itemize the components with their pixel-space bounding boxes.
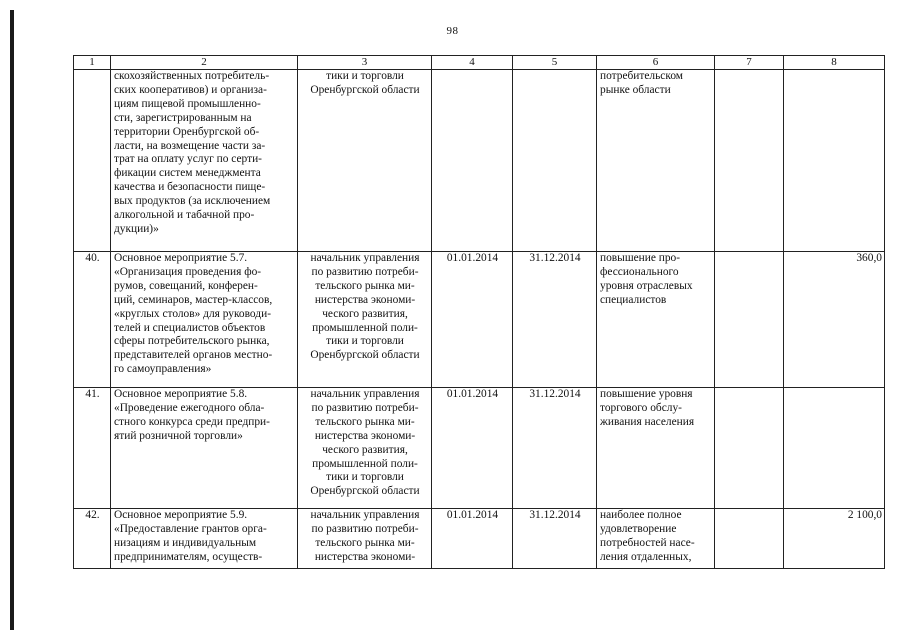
- table-row: [74, 70, 885, 252]
- executor-line: начальник управления: [310, 509, 420, 521]
- description-line: ласти, на возмещение части за-: [114, 139, 266, 152]
- description-line: скохозяйственных потребитель-: [114, 70, 270, 82]
- description-line: территории Оренбургской об-: [114, 125, 260, 138]
- description-line: Основное мероприятие 5.7.: [114, 252, 248, 264]
- executor-line: по развитию потреби-: [311, 265, 419, 278]
- executor-line: Оренбургской области: [310, 83, 420, 96]
- description-cell: [111, 70, 298, 252]
- executor-line: Оренбургской области: [310, 349, 420, 362]
- description-cell: [111, 388, 298, 509]
- description-line: Основное мероприятие 5.8.: [114, 388, 248, 400]
- description-line: дукции)»: [114, 222, 159, 235]
- description-line: стного конкурса среди предпри-: [114, 415, 270, 428]
- result-line: удовлетворение: [600, 522, 677, 535]
- executor-line: нистерства экономи-: [314, 429, 416, 442]
- description-line: фикации систем менеджмента: [114, 167, 261, 180]
- page-number: 98: [446, 25, 459, 37]
- description-line: сферы потребительского рынка,: [114, 335, 270, 348]
- description-line: вых продуктов (за исключением: [114, 195, 271, 208]
- executor-line: Оренбургской области: [310, 485, 420, 498]
- start-date-cell: [432, 70, 513, 252]
- description-line: ятий розничной торговли»: [114, 429, 243, 442]
- amount-cell: 2 100,0: [784, 509, 885, 569]
- executor-cell: [298, 388, 432, 509]
- start-date-cell: 01.01.2014: [432, 388, 513, 509]
- executor-line: начальник управления: [310, 388, 420, 400]
- result-cell: [597, 70, 715, 252]
- result-line: ления отдаленных,: [600, 550, 692, 563]
- table-row: [74, 252, 885, 388]
- result-line: специалистов: [600, 293, 667, 306]
- description-line: качества и безопасности пище-: [114, 181, 266, 194]
- description-line: алкогольной и табачной про-: [114, 209, 255, 222]
- executor-line: по развитию потреби-: [311, 401, 419, 414]
- row-number-cell: [74, 70, 111, 252]
- description-line: представителей органов местно-: [114, 349, 273, 362]
- row-number-cell: 41.: [74, 388, 111, 509]
- description-line: «Проведение ежегодного обла-: [114, 401, 265, 414]
- description-line: «Организация проведения фо-: [114, 265, 262, 278]
- executor-line: тельского рынка ми-: [315, 536, 415, 549]
- description-line: предпринимателям, осуществ-: [114, 550, 263, 563]
- executor-line: тики и торговли: [326, 335, 404, 348]
- description-cell: [111, 252, 298, 388]
- result-line: фессионального: [600, 265, 679, 278]
- column-header: 8: [784, 56, 885, 70]
- row-number-cell: 42.: [74, 509, 111, 569]
- end-date-cell: 31.12.2014: [513, 388, 597, 509]
- description-line: сти, зарегистрированным на: [114, 111, 252, 124]
- executor-cell: [298, 509, 432, 569]
- column-header: 1: [74, 56, 111, 70]
- description-line: Основное мероприятие 5.9.: [114, 509, 248, 521]
- table-row: [74, 509, 885, 569]
- end-date-cell: 31.12.2014: [513, 509, 597, 569]
- executor-line: начальник управления: [310, 252, 420, 264]
- result-cell: [597, 509, 715, 569]
- executor-line: нистерства экономи-: [314, 293, 416, 306]
- start-date-cell: 01.01.2014: [432, 252, 513, 388]
- result-line: торгового обслу-: [600, 401, 682, 414]
- description-line: телей и специалистов объектов: [114, 321, 266, 334]
- executor-line: тики и торговли: [326, 70, 404, 82]
- result-line: живания населения: [600, 415, 695, 428]
- description-line: «круглых столов» для руководи-: [114, 307, 271, 320]
- column-header: 2: [111, 56, 298, 70]
- result-line: наиболее полное: [600, 509, 682, 521]
- column-7-cell: [715, 509, 784, 569]
- executor-line: тельского рынка ми-: [315, 415, 415, 428]
- description-line: ций, семинаров, мастер-классов,: [114, 293, 273, 306]
- end-date-cell: 31.12.2014: [513, 252, 597, 388]
- column-header: 7: [715, 56, 784, 70]
- executor-line: тельского рынка ми-: [315, 279, 415, 292]
- description-line: ских кооперативов) и организа-: [114, 83, 267, 96]
- result-cell: [597, 388, 715, 509]
- result-cell: [597, 252, 715, 388]
- description-line: трат на оплату услуг по серти-: [114, 153, 262, 166]
- scan-edge-bar: [10, 10, 14, 630]
- result-line: потребительском: [600, 70, 684, 82]
- description-line: «Предоставление грантов орга-: [114, 522, 267, 535]
- column-7-cell: [715, 252, 784, 388]
- executor-cell: [298, 70, 432, 252]
- column-7-cell: [715, 70, 784, 252]
- amount-cell: 360,0: [784, 252, 885, 388]
- executor-line: тики и торговли: [326, 471, 404, 484]
- description-line: циям пищевой промышленно-: [114, 97, 261, 110]
- description-line: румов, совещаний, конферен-: [114, 279, 258, 292]
- result-line: уровня отраслевых: [600, 279, 693, 292]
- table-row: [74, 388, 885, 509]
- result-line: повышение про-: [600, 252, 681, 264]
- column-header-row: [74, 56, 885, 70]
- result-line: рынке области: [600, 83, 671, 96]
- column-header: 3: [298, 56, 432, 70]
- result-line: потребностей насе-: [600, 536, 695, 549]
- column-header: 4: [432, 56, 513, 70]
- description-line: го самоуправления»: [114, 363, 212, 376]
- end-date-cell: [513, 70, 597, 252]
- row-number-cell: 40.: [74, 252, 111, 388]
- description-line: низациям и индивидуальным: [114, 536, 257, 549]
- executor-cell: [298, 252, 432, 388]
- description-cell: [111, 509, 298, 569]
- executor-line: промышленной поли-: [312, 321, 418, 334]
- executor-line: промышленной поли-: [312, 457, 418, 470]
- executor-line: нистерства экономи-: [314, 550, 416, 563]
- program-table: [73, 55, 885, 569]
- column-7-cell: [715, 388, 784, 509]
- executor-line: ческого развития,: [322, 307, 408, 320]
- column-header: 6: [597, 56, 715, 70]
- executor-line: по развитию потреби-: [311, 522, 419, 535]
- amount-cell: [784, 70, 885, 252]
- start-date-cell: 01.01.2014: [432, 509, 513, 569]
- executor-line: ческого развития,: [322, 443, 408, 456]
- column-header: 5: [513, 56, 597, 70]
- amount-cell: [784, 388, 885, 509]
- result-line: повышение уровня: [600, 388, 693, 400]
